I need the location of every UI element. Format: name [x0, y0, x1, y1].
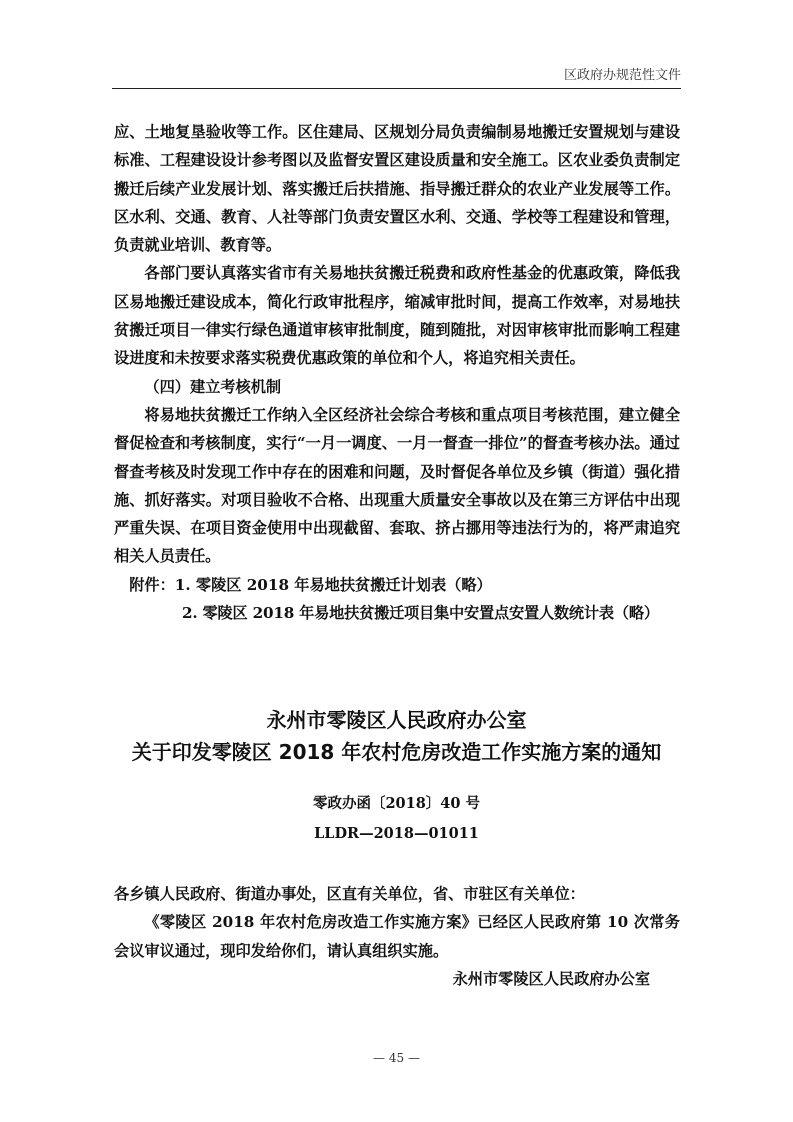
- attachment-2: 2. 零陵区 2018 年易地扶贫搬迁项目集中安置点安置人数统计表（略）: [182, 604, 659, 623]
- document-number: 零政办函〔2018〕40 号: [312, 795, 481, 812]
- section-heading-assessment: （四）建立考核机制: [144, 377, 282, 396]
- document-body: [114, 118, 680, 627]
- notice-recipients: 各乡镇人民政府、街道办事处，区直有关单位，省、市驻区有关单位：: [114, 885, 585, 903]
- attachment-1: 附件：1. 零陵区 2018 年易地扶贫搬迁计划表（略）: [129, 575, 492, 594]
- paragraph-tax-policy: 各部门要认真落实省市有关易地扶贫搬迁税费和政府性基金的优惠政策，降低我区易地搬迁建设成本，简化行政审批程序，缩减审批时间，提高工作效率，对易地扶贫搬迁项目一律实行绿色通道审核审批制度，随到随批，对因审核审批而影响工程建设进度和未按要求落实税费优惠政策的单位和个人，将追究相关责任。: [114, 264, 680, 368]
- title-line-2: 关于印发零陵区 2018 年农村危房改造工作实施方案的通知: [131, 740, 662, 764]
- notice-title: [0, 704, 793, 768]
- notice-text: 《零陵区 2018 年农村危房改造工作实施方案》已经区人民政府第 10 次常务会议审议通过，现印发给你们，请认真组织实施。: [114, 913, 680, 960]
- document-code: LLDR—2018—01011: [314, 825, 479, 842]
- header-title: 区政府办规范性文件: [563, 68, 681, 83]
- title-line-1: 永州市零陵区人民政府办公室: [266, 708, 527, 732]
- page-header: [112, 62, 681, 89]
- paragraph-responsibilities: 应、土地复垦验收等工作。区住建局、区规划分局负责编制易地搬迁安置规划与建设标准、工程建设设计参考图以及监督安置区建设质量和安全施工。区农业委负责制定搬迁后续产业发展计划、落实搬迁后扶措施、指导搬迁群众的农业产业发展等工作。区水利、交通、教育、人社等部门负责安置区水利、交通、学校等工程建设和管理，负责就业培训、教育等。: [114, 123, 680, 255]
- notice-body: [114, 880, 680, 993]
- notice-signer: 永州市零陵区人民政府办公室: [452, 969, 650, 988]
- page-number: — 45 —: [373, 1051, 420, 1065]
- paragraph-assessment: 将易地扶贫搬迁工作纳入全区经济社会综合考核和重点项目考核范围，建立健全督促检查和考核制度，实行“一月一调度、一月一督查一排位”的督查考核办法。通过督查考核及时发现工作中存在的困难和问题，及时督促各单位及乡镇（街道）强化措施、抓好落实。对项目验收不合格、出现重大质量安全事故以及在第三方评估中出现严重失误、在项目资金使用中出现截留、套取、挤占挪用等违法行为的，将严肃追究相关人员责任。: [114, 405, 680, 566]
